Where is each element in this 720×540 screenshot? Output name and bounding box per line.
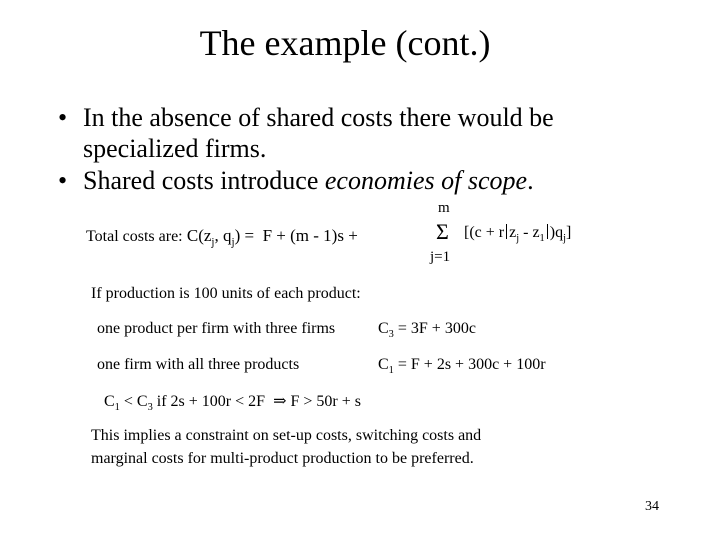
- conclusion-line-2: marginal costs for multi-product production to be preferred.: [91, 450, 474, 467]
- abs-bar-left: [506, 224, 507, 239]
- bullet-1: [0, 102, 720, 164]
- formula-label: Total costs are:: [86, 228, 183, 245]
- implies-arrow: ⇒: [273, 393, 287, 410]
- formula-rhs: F + (m - 1)s +: [262, 226, 358, 245]
- production-intro: If production is 100 units of each product:: [91, 285, 361, 302]
- cost-comparison: $C_1 < C_3$ if 2s + 100r < 2F ⇒ F > 50r + s: [104, 393, 361, 414]
- bullet-2-post: .: [527, 166, 534, 195]
- case-one-firm-label: one firm with all three products: [97, 356, 300, 373]
- slide-title: The example (cont.): [199, 23, 491, 63]
- bullet-2: [0, 165, 720, 196]
- bullet-2-pre: Shared costs introduce: [83, 166, 325, 195]
- total-costs-formula: [86, 226, 358, 248]
- bullet-2-text: [83, 165, 534, 196]
- bullet-1-line-1: In the absence of shared costs there would be: [83, 103, 554, 132]
- conclusion-line-1: This implies a constraint on set-up costs, switching costs and: [91, 427, 482, 444]
- formula-lhs: $C(z_j$, $q_j$) =: [186, 226, 255, 249]
- economies-of-scope: economies of scope: [324, 166, 528, 195]
- sigma-symbol: Σ: [436, 219, 449, 244]
- sum-lower-limit: j=1: [430, 249, 451, 265]
- case-three-firms-label: one product per firm with three firms: [97, 320, 336, 337]
- page-number: 34: [645, 499, 659, 514]
- bullet-1-line-2: specialized firms.: [83, 134, 267, 163]
- case-one-firm-cost: $C_1 = F + 2s + 300c + 100r$: [378, 356, 546, 377]
- bullet-dot: •: [58, 103, 68, 132]
- sum-term: [(c + r $z_j - z_1$ )$q_j$]: [464, 224, 572, 245]
- bullet-dot: •: [58, 166, 68, 195]
- case-three-firms-cost: $C_3 = 3F + 300c$: [378, 320, 476, 341]
- sum-upper-limit: m: [438, 200, 450, 216]
- abs-bar-right: [547, 224, 548, 239]
